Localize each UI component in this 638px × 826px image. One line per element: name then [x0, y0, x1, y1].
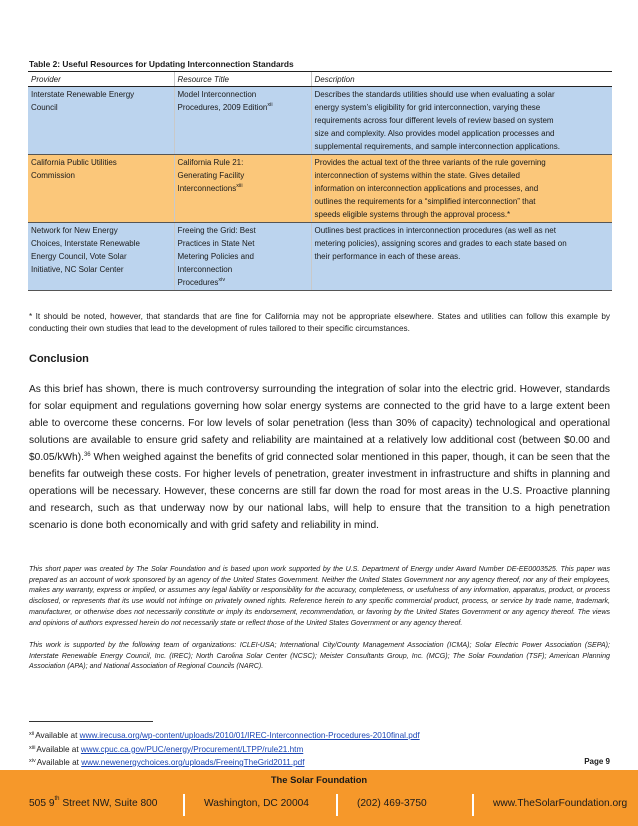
footnote: $^{xii}$Available at www.irecusa.org/wp-content/uploads/2010/01/IREC-Interconnection-Procedures-2010final.pdf	[29, 731, 420, 740]
footnote: $^{xiv}$Available at www.newenergychoices.org/uploads/FreeingTheGrid2011.pdf	[29, 758, 305, 767]
support-note: This work is supported by the following team of organizations: ICLEI-USA; International City/County Management Association (ICMA); Solar Electric Power Association (SEPA); Interstate Renewable Energy Council, Inc. (IREC); North Carolina Solar Center (NCSC); Meister Consultants Group, Inc. (MCG); The Solar Foundation (TSF); American Planning Association (APA); and National Association of Regional Councils (NARC).	[29, 641, 610, 671]
header-resource-title: Resource Title	[174, 72, 311, 87]
footnote-divider	[29, 721, 153, 722]
table-header-row	[28, 72, 612, 87]
header-description: Description	[311, 72, 612, 87]
footnote-ref: xii	[267, 102, 273, 108]
footnotes	[29, 729, 610, 770]
table-row	[28, 155, 612, 223]
table-row	[28, 87, 612, 155]
conclusion-paragraph: As this brief has shown, there is much controversy surrounding the integration of solar into the electric grid. However, standards for solar equipment and regulations governing how solar energy systems are connected to the grid have to a large extent been able to overcome these concerns. For low levels of solar penetration (less than 30% of capacity) technological and operational solutions are available to ensure grid safety and reliability are maintained at a relatively low additional cost (between $0.00 and $0.05/kWh).$^{36}$ When weighed against the benefits of grid connected solar mentioned in this paper, though, it can be seen that the benefits far outweigh these costs. For higher levels of penetration, greater investment in infrastructure and shifts in planning and operations will be necessary. However, these concerns are still far down the road for most areas in the U.S. Proactive planning and research, such as that underway now by our national labs, will help to ensure that the transition to a high penetration scenario is done both economically and with grid safety and reliability in mind.	[29, 384, 610, 531]
footnote-link[interactable]: www.irecusa.org/wp-content/uploads/2010/01/IREC-Interconnection-Procedures-2010final.pdf	[79, 731, 420, 740]
description-cell: Provides the actual text of the three variants of the rule governing interconnection of systems within the state. Gives detailed information on interconnection applications and processes, and outlines the requirements for a “simplified interconnection” that speeds eligible systems through the approval process.*	[311, 155, 612, 223]
footnote: $^{xiii}$Available at www.cpuc.ca.gov/PUC/energy/Procurement/LTPP/rule21.htm	[29, 744, 304, 754]
resource-title-cell: Model Interconnection Procedures, 2009 Edition$^{xii}$	[174, 87, 311, 155]
provider-cell: California Public Utilities Commission	[28, 155, 174, 223]
footnote-link[interactable]: www.newenergychoices.org/uploads/FreeingTheGrid2011.pdf	[81, 758, 305, 767]
doe-disclaimer: This short paper was created by The Solar Foundation and is based upon work supported by the U.S. Department of Energy under Award Number DE-EE0003525. This paper was prepared as an account of work sponsored by an agency of the United States Government. Neither the United States Government nor any agency thereof, nor any of their employees, makes any warranty, express or implied, or assumes any legal liability or responsibility for the accuracy, completeness, or usefulness of any information, apparatus, product, or process disclosed, or represents that its use would not infringe on privately owned rights. Reference herein to any specific commercial product, process, or service by trade name, trademark, manufacturer, or otherwise does not necessarily constitute or imply its endorsement, recommendation, or favoring by the United States Government or any agency thereof. The views and opinions of authors expressed herein do not necessarily state or reflect those of the United States Government or any agency thereof.	[29, 565, 610, 627]
resource-title-cell: California Rule 21: Generating Facility Interconnections$^{xiii}$	[174, 155, 311, 223]
footer-separator	[183, 794, 185, 816]
table-row	[28, 223, 612, 291]
section-heading-conclusion: Conclusion	[29, 353, 89, 365]
footnote-ref: xiii	[236, 183, 243, 189]
endnote-ref: 36	[83, 452, 91, 458]
page-footer	[0, 770, 638, 826]
provider-cell: Interstate Renewable Energy Council	[28, 87, 174, 155]
footer-organization: The Solar Foundation	[270, 774, 368, 785]
description-cell: Outlines best practices in interconnection procedures (as well as net metering policies), assigning scores and grades to each state based on their performance in each of these areas.	[311, 223, 612, 291]
resources-table	[28, 71, 612, 291]
footer-phone: (202) 469-3750	[357, 798, 427, 809]
footer-website[interactable]: www.TheSolarFoundation.org	[493, 798, 628, 809]
footer-separator	[472, 794, 474, 816]
footer-address: 505 9th Street NW, Suite 800	[29, 796, 158, 809]
provider-cell: Network for New Energy Choices, Interstate Renewable Energy Council, Vote Solar Initiative, NC Solar Center	[28, 223, 174, 291]
header-provider: Provider	[28, 72, 174, 87]
table-note: * It should be noted, however, that standards that are fine for California may not be appropriate elsewhere. States and utilities can follow this example by conducting their own studies that lead to the development of rules tailored to their specific circumstances.	[29, 312, 610, 333]
footnote-link[interactable]: www.cpuc.ca.gov/PUC/energy/Procurement/LTPP/rule21.htm	[80, 744, 304, 754]
resource-title-cell: Freeing the Grid: Best Practices in State Net Metering Policies and Interconnection Procedures$^{xiv}$	[174, 223, 311, 291]
footer-separator	[336, 794, 338, 816]
footnote-ref: xiv	[218, 277, 226, 283]
footer-contact-row	[0, 794, 638, 818]
description-cell: Describes the standards utilities should use when evaluating a solar energy system’s eligibility for grid interconnection, varying these requirements across four different levels of review based on system size and complexity. Also provides model application processes and supplemental requirements, and sample interconnection applications.	[311, 87, 612, 155]
table-caption: Table 2: Useful Resources for Updating Interconnection Standards	[29, 59, 294, 69]
footer-city: Washington, DC 20004	[204, 798, 309, 809]
page-number: Page 9	[584, 757, 610, 766]
